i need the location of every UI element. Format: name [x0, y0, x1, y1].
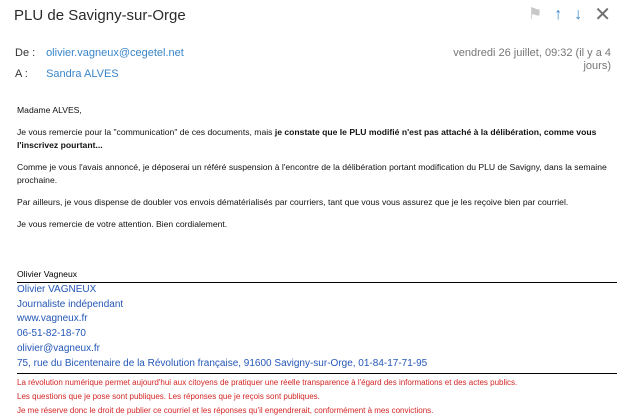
- arrow-down-icon[interactable]: ↓: [574, 6, 583, 23]
- to-recipient[interactable]: Sandra ALVES: [46, 68, 119, 80]
- signature-name: Olivier Vagneux: [17, 269, 78, 279]
- paragraph-1-text: Je vous remercie pour la "communication" de ces documents, mais: [17, 127, 275, 137]
- signature: [17, 268, 617, 418]
- from-address[interactable]: olivier.vagneux@cegetel.net: [46, 47, 184, 59]
- from-label: De :: [15, 47, 36, 59]
- paragraph-4: Je vous remercie de votre attention. Bien cordialement.: [17, 219, 228, 229]
- footer-line: Je me réserve donc le droit de publier ce courriel et les réponses qu'il engendrerait, conformément à mes convictions.: [17, 405, 434, 415]
- arrow-up-icon[interactable]: ↑: [554, 6, 563, 23]
- paragraph-1-bold: je constate que le PLU modifié n'est pas attaché à la délibération, comme vous l'inscrivez pourtant...: [17, 127, 597, 150]
- email-body: [17, 104, 612, 240]
- paragraph-1: [17, 126, 612, 152]
- greeting: Madame ALVES,: [17, 105, 82, 115]
- flag-icon[interactable]: ⚑: [527, 6, 543, 23]
- to-row: [15, 68, 119, 80]
- footer-line: Les questions que je pose sont publiques. Les réponses que je reçois sont publiques.: [17, 392, 320, 402]
- footer-line: La révolution numérique permet aujourd'hui aux citoyens de pratiquer une réelle transparence à l'égard des informations et des actes publics.: [17, 378, 518, 388]
- paragraph-3: Par ailleurs, je vous dispense de doubler vos envois dématérialisés par courriers, tant que vous vous assurez que je les reçoive bien par courriel.: [17, 197, 569, 207]
- to-label: A :: [15, 68, 28, 80]
- signature-line: Olivier VAGNEUX: [17, 284, 97, 295]
- signature-link[interactable]: www.vagneux.fr: [17, 313, 88, 325]
- signature-block: [17, 283, 617, 371]
- paragraph-2: Comme je vous l'avais annoncé, je déposerai un référé suspension à l'encontre de la délibération portant modification du PLU de Savigny, dans la semaine prochaine.: [17, 162, 607, 185]
- email-subject: PLU de Savigny-sur-Orge: [14, 7, 186, 24]
- email-date: vendredi 26 juillet, 09:32 (il y a 4 jours): [453, 47, 611, 72]
- email-actions: [528, 5, 611, 25]
- close-icon[interactable]: ✕: [594, 4, 611, 26]
- signature-line: 75, rue du Bicentenaire de la Révolution française, 91600 Savigny-sur-Orge, 01-84-17-71-95: [17, 357, 428, 369]
- from-row: [15, 47, 184, 59]
- signature-link[interactable]: olivier@vagneux.fr: [17, 342, 100, 354]
- signature-line: Journaliste indépendant: [17, 298, 124, 310]
- signature-footer: [17, 373, 617, 417]
- signature-line: 06-51-82-18-70: [17, 328, 86, 340]
